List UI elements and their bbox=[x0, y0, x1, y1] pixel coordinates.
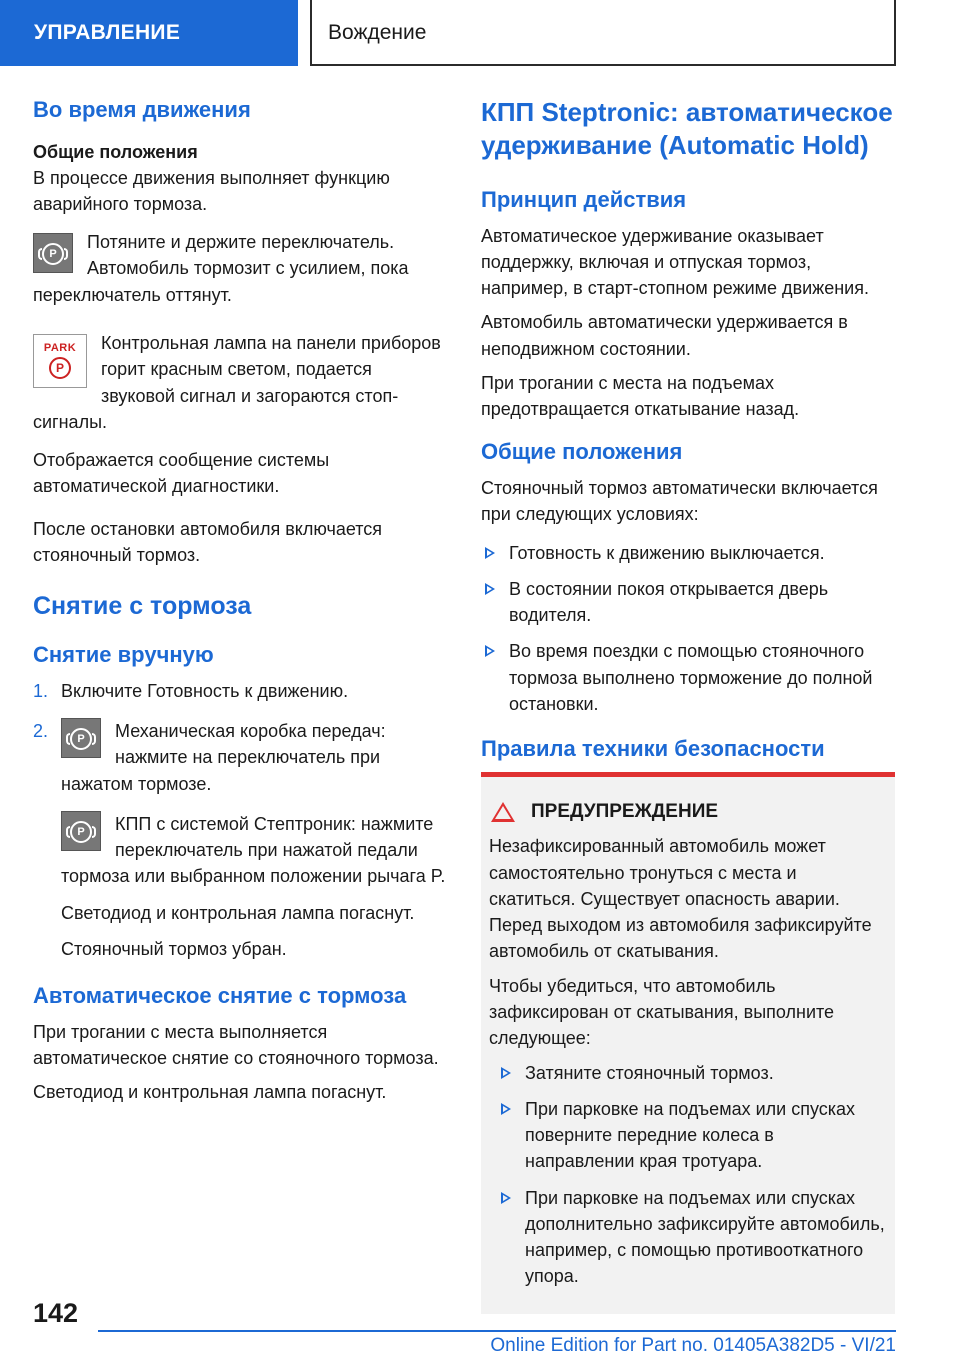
list-item bbox=[481, 638, 895, 717]
heading-general: Общие положения bbox=[33, 141, 198, 162]
warning-text-2: Чтобы убедиться, что автомобиль зафиксирован от скатывания, выполните следующее: bbox=[489, 975, 835, 1049]
step-text: Механическая коробка передач: нажмите на переключатель при нажатом тормозе. bbox=[61, 721, 386, 794]
triangle-bullet-icon bbox=[501, 1103, 511, 1115]
pull-switch-text: Потяните и держите переключатель. Автомобиль тормозит с усилием, пока переключатель оттянут. bbox=[33, 232, 409, 305]
step-text: Включите Готовность к движению. bbox=[61, 680, 349, 701]
list-item bbox=[497, 1096, 887, 1175]
heading-while-driving: Во время движения bbox=[33, 97, 251, 122]
heading-manual-release: Снятие вручную bbox=[33, 642, 214, 668]
release-steps bbox=[33, 678, 447, 797]
principle-text-2: Автомобиль автоматически удерживается в неподвижном состоянии. bbox=[481, 312, 848, 359]
park-lamp-label: PARK bbox=[43, 342, 77, 355]
list-item bbox=[33, 718, 447, 797]
auto-led-off-text: Светодиод и контрольная лампа погаснут. bbox=[33, 1082, 387, 1103]
warning-text-1: Незафиксированный автомобиль может самостоятельно тронуться с места и скатиться. Существует опасность аварии. Перед выходом из автомобиля зафиксируйте автомобиль от скатывания. bbox=[489, 836, 872, 962]
park-lamp-p-label: P bbox=[49, 357, 71, 379]
check-control-text: Отображается сообщение системы автоматической диагностики. bbox=[33, 450, 330, 497]
triangle-bullet-icon bbox=[485, 645, 495, 657]
footer-divider bbox=[98, 1330, 896, 1332]
triangle-bullet-icon bbox=[485, 547, 495, 559]
heading-safety: Правила техники безопасности bbox=[481, 736, 825, 762]
principle-text-3: При трогании с места на подъемах предотвращается откатывание назад. bbox=[481, 372, 800, 420]
step-number: 2. bbox=[33, 721, 49, 741]
general-right-text: Стояночный тормоз автоматически включается при следующих условиях: bbox=[481, 478, 878, 525]
steptronic-paragraph bbox=[61, 811, 447, 890]
warning-box bbox=[481, 772, 895, 1314]
list-item bbox=[481, 540, 895, 566]
right-column bbox=[481, 96, 895, 1314]
heading-general-right: Общие положения bbox=[481, 439, 683, 465]
warning-item-text: Затяните стояночный тормоз. bbox=[525, 1062, 774, 1083]
list-item bbox=[33, 678, 447, 704]
heading-auto-release: Автоматическое снятие с тормоза bbox=[33, 983, 407, 1009]
heading-release: Снятие с тормоза bbox=[33, 592, 252, 621]
header-chapter-tab: Вождение bbox=[310, 0, 896, 66]
conditions-list bbox=[481, 540, 895, 718]
warning-triangle-icon bbox=[491, 802, 515, 822]
warning-title-text: ПРЕДУПРЕЖДЕНИЕ bbox=[531, 800, 719, 822]
triangle-bullet-icon bbox=[485, 583, 495, 595]
heading-auto-hold: КПП Steptronic: автоматическое удерживание (Automatic Hold) bbox=[481, 97, 893, 161]
parking-brake-icon: P bbox=[61, 811, 101, 851]
page-number: 142 bbox=[33, 1298, 79, 1328]
general-text: В процессе движения выполняет функцию аварийного тормоза. bbox=[33, 167, 390, 214]
triangle-bullet-icon bbox=[501, 1192, 511, 1204]
parking-brake-icon: P bbox=[33, 233, 73, 273]
step-number: 1. bbox=[33, 680, 49, 701]
auto-release-text: При трогании с места выполняется автоматическое снятие со стояночного тормоза. bbox=[33, 1021, 439, 1068]
steptronic-text: КПП с системой Стептроник: нажмите переключатель при нажатой педали тормоза или выбранном положении рычага P. bbox=[61, 813, 446, 887]
list-item bbox=[497, 1060, 887, 1086]
warning-item-text: При парковке на подъемах или спусках поверните передние колеса в направлении края тротуара. bbox=[525, 1098, 856, 1172]
condition-text: Готовность к движению выключается. bbox=[509, 542, 825, 563]
header-section-tab: УПРАВЛЕНИЕ bbox=[0, 0, 298, 66]
parking-brake-icon: P bbox=[61, 718, 101, 758]
warning-title bbox=[489, 799, 887, 826]
condition-text: Во время поездки с помощью стояночного тормоза выполнено торможение до полной остановки. bbox=[509, 641, 873, 714]
list-item bbox=[497, 1185, 887, 1290]
after-stop-text: После остановки автомобиля включается стояночный тормоз. bbox=[33, 518, 383, 565]
lamp-text: Контрольная лампа на панели приборов горит красным светом, подается звуковой сигнал и загораются стоп-сигналы. bbox=[33, 333, 441, 432]
lamp-paragraph bbox=[33, 330, 447, 435]
warning-item-text: При парковке на подъемах или спусках дополнительно зафиксируйте автомобиль, например, с помощью противооткатного упора. bbox=[525, 1187, 885, 1287]
released-text: Стояночный тормоз убран. bbox=[61, 938, 287, 959]
list-item bbox=[481, 576, 895, 629]
led-off-text: Светодиод и контрольная лампа погаснут. bbox=[61, 902, 415, 923]
pull-switch-paragraph bbox=[33, 229, 447, 308]
principle-text-1: Автоматическое удерживание оказывает поддержку, включая и отпуская тормоз, например, в старт-стопном режиме движения. bbox=[481, 225, 869, 299]
left-column bbox=[33, 96, 447, 1114]
condition-text: В состоянии покоя открывается дверь водителя. bbox=[509, 578, 829, 626]
park-warning-lamp-icon bbox=[33, 334, 87, 388]
footer-edition: Online Edition for Part no. 01405A382D5 - VI/21 bbox=[490, 1335, 896, 1356]
warning-list bbox=[497, 1060, 887, 1290]
triangle-bullet-icon bbox=[501, 1067, 511, 1079]
heading-principle: Принцип действия bbox=[481, 187, 687, 213]
